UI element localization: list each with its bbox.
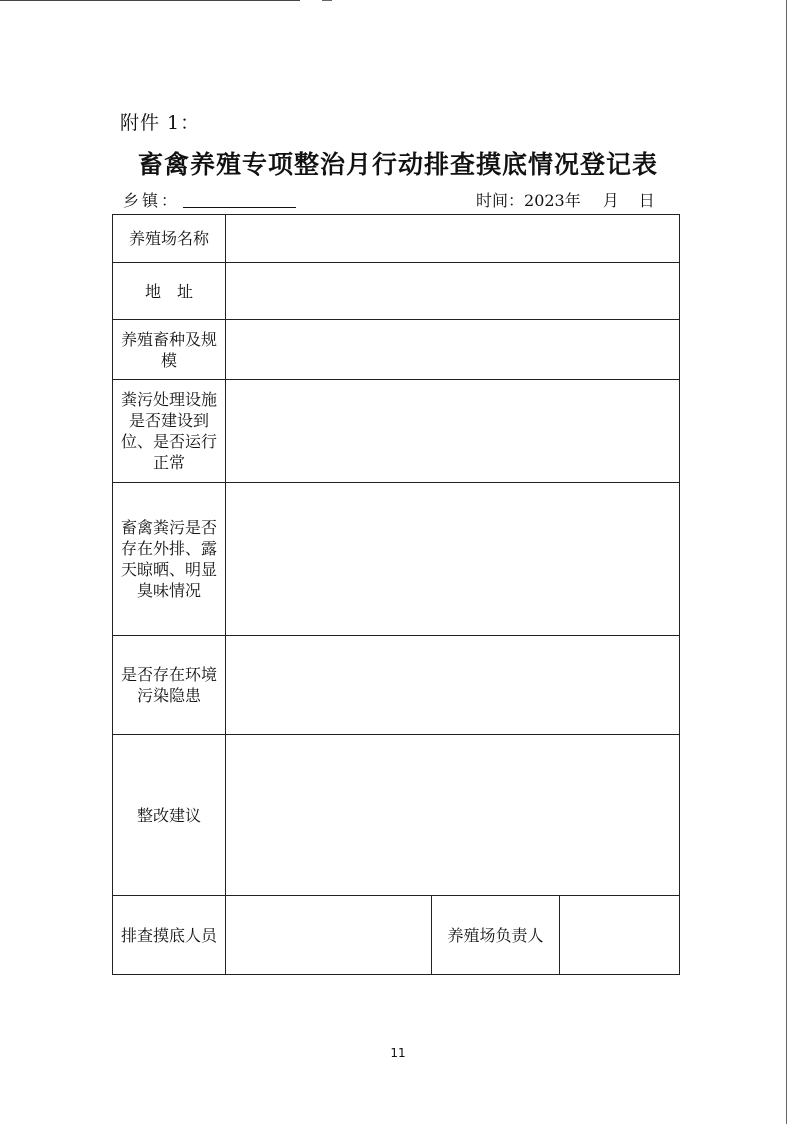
manure-discharge-cell[interactable]: [226, 483, 680, 636]
table-row: [113, 263, 680, 320]
table-row: [113, 483, 680, 636]
town-label: 乡镇：: [123, 191, 181, 210]
manure-facility-cell[interactable]: [226, 380, 680, 483]
row-label-manure-discharge: 畜禽粪污是否存在外排、露天晾晒、明显臭味情况: [113, 483, 226, 636]
table-row: [113, 636, 680, 735]
row-label-manure-facility: 粪污处理设施是否建设到位、是否运行正常: [113, 380, 226, 483]
inspector-cell[interactable]: [226, 896, 432, 975]
date-year: 2023: [524, 191, 565, 210]
date-day-unit: 日: [638, 191, 655, 210]
table-row: [113, 215, 680, 263]
row-label-farm-owner: 养殖场负责人: [432, 896, 560, 975]
date-label: 时间：: [476, 191, 525, 210]
scan-edge-top-mark: [322, 0, 332, 1]
pollution-risk-cell[interactable]: [226, 636, 680, 735]
row-label-inspector: 排查摸底人员: [113, 896, 226, 975]
row-label-rectification: 整改建议: [113, 735, 226, 896]
table-row: [113, 380, 680, 483]
registration-table: [112, 214, 680, 975]
form-title: 畜禽养殖专项整治月行动排查摸底情况登记表: [137, 150, 658, 179]
page-number: 11: [390, 1046, 406, 1060]
date-field: [476, 188, 655, 211]
species-scale-cell[interactable]: [226, 320, 680, 380]
row-label-species-scale: 养殖畜种及规模: [113, 320, 226, 380]
row-label-address: 地 址: [113, 263, 226, 320]
address-cell[interactable]: [226, 263, 680, 320]
date-year-unit: 年: [564, 191, 581, 210]
town-fill-line[interactable]: [183, 207, 296, 208]
attachment-label: 附件 1：: [120, 112, 201, 134]
farm-owner-cell[interactable]: [560, 896, 680, 975]
rectification-cell[interactable]: [226, 735, 680, 896]
row-label-pollution-risk: 是否存在环境污染隐患: [113, 636, 226, 735]
table-row: [113, 735, 680, 896]
date-month-unit: 月: [602, 191, 619, 210]
scan-edge-top: [0, 0, 300, 1]
table-row: [113, 896, 680, 975]
table-row: [113, 320, 680, 380]
farm-name-cell[interactable]: [226, 215, 680, 263]
row-label-farm-name: 养殖场名称: [113, 215, 226, 263]
